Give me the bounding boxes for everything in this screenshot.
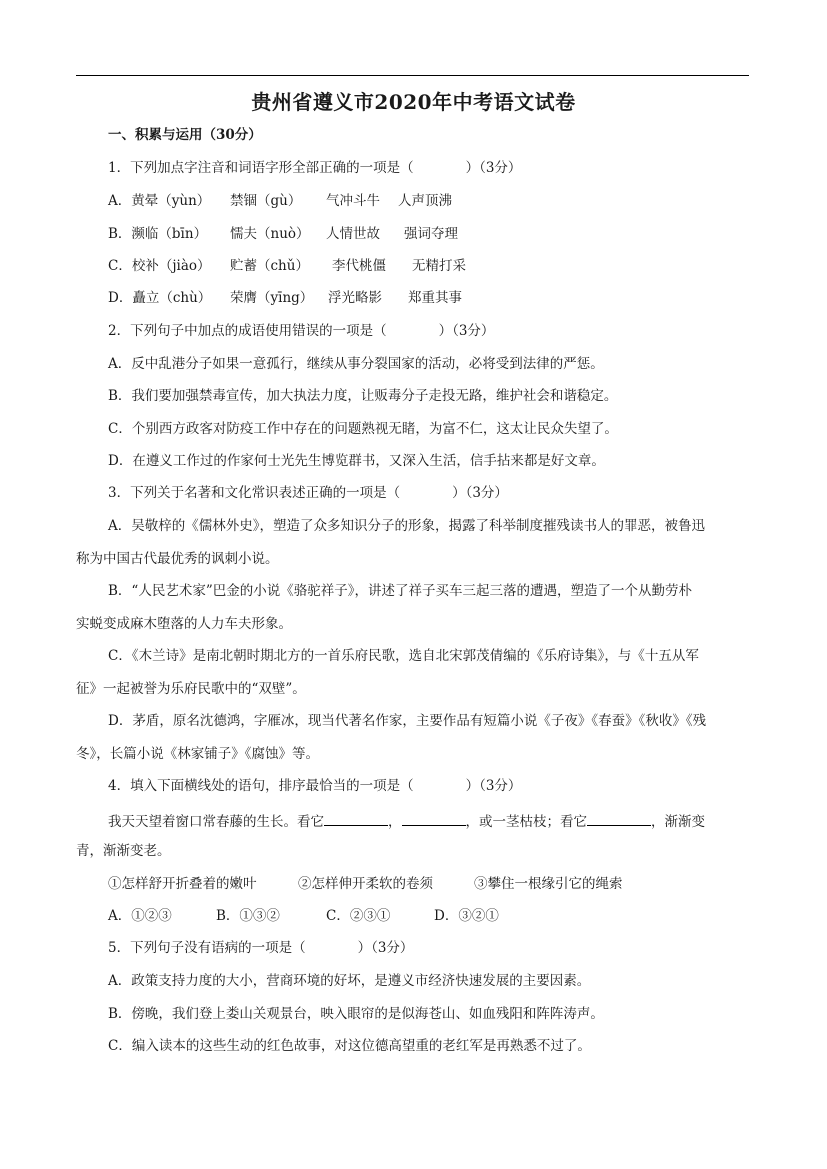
question-4-stem: 4．填入下面横线处的语句，排序最恰当的一项是（ ）（3分） — [108, 778, 522, 794]
q1-option-a: A．黄晕（yùn） 禁锢（gù） 气冲斗牛 人声顶沸 — [108, 193, 452, 209]
q5-option-b: B．傍晚，我们登上娄山关观景台，映入眼帘的是似海苍山、如血残阳和阵阵涛声。 — [108, 1006, 604, 1022]
q2-option-a: A．反中乱港分子如果一意孤行，继续从事分裂国家的活动，必将受到法律的严惩。 — [108, 356, 604, 372]
q1-option-c: C．校补（jiào） 贮蓄（chǔ） 李代桃僵 无精打采 — [108, 258, 466, 274]
q2-option-b: B．我们要加强禁毒宣传，加大执法力度，让贩毒分子走投无路，维护社会和谐稳定。 — [108, 388, 618, 404]
q3-option-d-line1: D．茅盾，原名沈德鸿，字雁冰，现当代著名作家，主要作品有短篇小说《子夜》《春蚕》《秋收》《残 — [108, 713, 707, 729]
q2-option-c: C．个别西方政客对防疫工作中存在的问题熟视无睹，为富不仁，这太让民众失望了。 — [108, 421, 618, 437]
q3-option-a-line2: 称为中国古代最优秀的讽刺小说。 — [76, 551, 279, 567]
blank-3 — [587, 813, 651, 826]
q3-option-d-line2: 冬》，长篇小说《林家铺子》《腐蚀》等。 — [76, 746, 319, 762]
q4-sentence-options: ①怎样舒开折叠着的嫩叶 ②怎样伸开柔软的卷须 ③攀住一根缘引它的绳索 — [108, 876, 623, 892]
q3-option-b-line1: B．“人民艺术家”巴金的小说《骆驼祥子》，讲述了祥子买车三起三落的遭遇，塑造了一个从勤劳朴 — [108, 583, 692, 599]
question-5-stem: 5．下列句子没有语病的一项是（ ）（3分） — [108, 940, 414, 956]
q3-option-c-line1: C．《木兰诗》是南北朝时期北方的一首乐府民歌，选自北宋郭茂倩编的《乐府诗集》，与《十五从军 — [108, 648, 699, 664]
question-2-stem: 2．下列句子中加点的成语使用错误的一项是（ ）（3分） — [108, 323, 495, 339]
question-1-stem: 1．下列加点字注音和词语字形全部正确的一项是（ ）（3分） — [108, 160, 522, 176]
q4-passage-line1: 我天天望着窗口常春藤的生长。看它 ， ，或一茎枯枝；看它 ，渐渐变 — [108, 814, 705, 830]
q1-option-d: D．矗立（chù） 荣膺（yīng） 浮光略影 郑重其事 — [108, 290, 462, 306]
header-rule — [76, 75, 749, 76]
blank-1 — [324, 813, 388, 826]
q5-option-c: C．编入读本的这些生动的红色故事，对这位德高望重的老红军是再熟悉不过了。 — [108, 1038, 591, 1054]
q3-option-c-line2: 征》一起被誉为乐府民歌中的“双壁”。 — [76, 681, 306, 697]
question-3-stem: 3．下列关于名著和文化常识表述正确的一项是（ ）（3分） — [108, 485, 508, 501]
q4-passage-line2: 青，渐渐变老。 — [76, 843, 171, 859]
q3-option-a-line1: A．吴敬梓的《儒林外史》，塑造了众多知识分子的形象，揭露了科举制度摧残读书人的罪恶，被鲁迅 — [108, 518, 705, 534]
q4-choices: A．①②③ B．①③② C．②③① D．③②① — [108, 908, 499, 924]
q2-option-d: D．在遵义工作过的作家何士光先生博览群书，又深入生活，信手拈来都是好文章。 — [108, 453, 605, 469]
q3-option-b-line2: 实蜕变成麻木堕落的人力车夫形象。 — [76, 616, 292, 632]
blank-2 — [402, 813, 466, 826]
q5-option-a: A．政策支持力度的大小，营商环境的好坏，是遵义市经济快速发展的主要因素。 — [108, 973, 591, 989]
section-heading: 一、积累与运用（30分） — [108, 127, 262, 143]
q1-option-b: B．濒临（bīn） 懦夫（nuò） 人情世故 强词夺理 — [108, 226, 458, 242]
page-title: 贵州省遵义市2020年中考语文试卷 — [251, 90, 576, 114]
